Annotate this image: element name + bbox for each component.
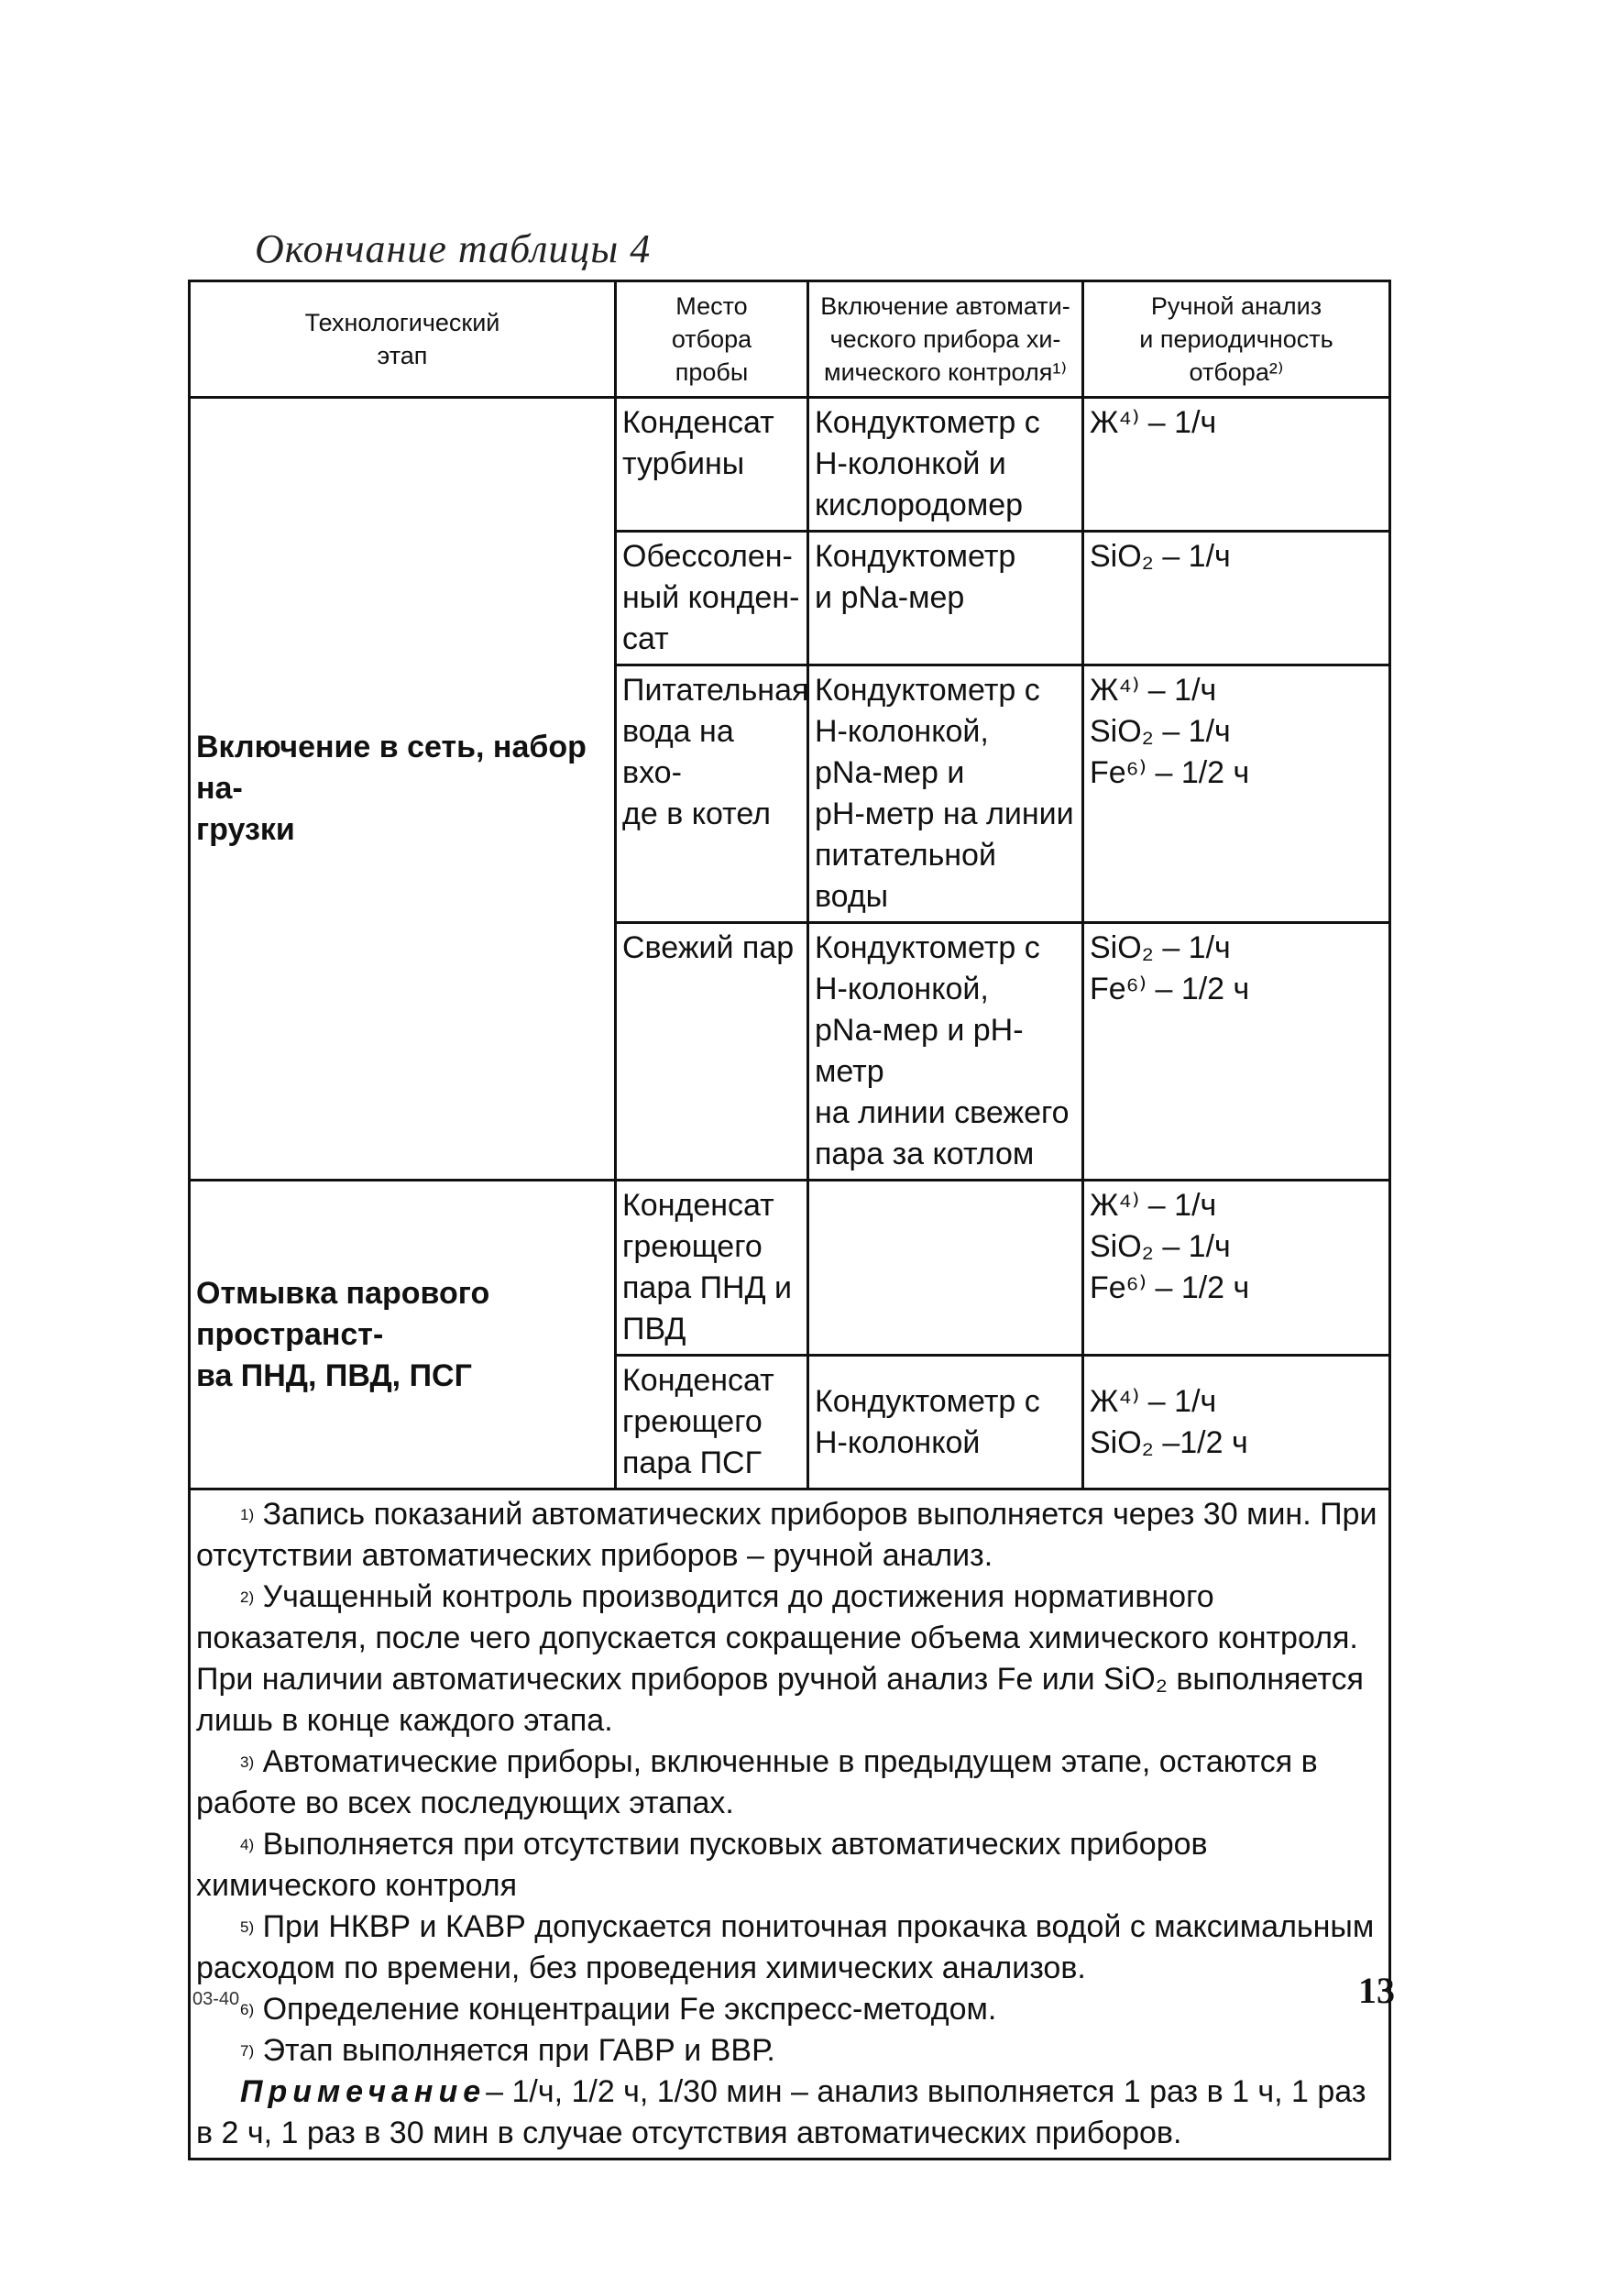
header-row	[190, 281, 1390, 398]
table-row	[190, 398, 1390, 532]
manual-cell: SiO₂ – 1/ч Fe⁶⁾ – 1/2 ч	[1083, 923, 1390, 1181]
footnotes	[190, 1489, 1390, 2160]
auto-cell: Кондуктометр с Н-колонкой, pNa-мер и pH-метр на линии свежего пара за котлом	[808, 923, 1083, 1181]
auto-cell: Кондуктометр с Н-колонкой	[808, 1356, 1083, 1489]
manual-cell: Ж⁴⁾ – 1/ч	[1083, 398, 1390, 532]
place-cell: Конденсат греющего пара ПНД и ПВД	[616, 1181, 808, 1356]
general-note	[196, 2072, 1383, 2154]
auto-cell: Кондуктометр с Н-колонкой, pNa-мер и pH-метр на линии питательной воды	[808, 665, 1083, 923]
footnote: $^{7)}$ Этап выполняется при ГАВР и ВВР.	[240, 2033, 775, 2068]
note-text: – 1/ч, 1/2 ч, 1/30 мин – анализ выполняется 1 раз в 1 ч, 1 раз в 2 ч, 1 раз в 30 мин в случае отсутствия автоматических приборов.	[196, 2074, 1366, 2150]
footnote: $^{6)}$ Определение концентрации Fe экспресс-методом.	[240, 1992, 997, 2027]
manual-cell: Ж⁴⁾ – 1/ч SiO₂ – 1/ч Fe⁶⁾ – 1/2 ч	[1083, 665, 1390, 923]
document-code: 03-40	[192, 1989, 240, 2009]
place-cell: Питательная вода на вхо- де в котел	[616, 665, 808, 923]
stage-cell: Отмывка парового пространст- ва ПНД, ПВД, ПСГ	[190, 1181, 616, 1489]
page-number: 13	[1358, 1970, 1395, 2011]
footnote: $^{1)}$ Запись показаний автоматических приборов выполняется через 30 мин. При отсутствии автоматических приборов – ручной анализ.	[196, 1497, 1377, 1573]
footnote: $^{4)}$ Выполняется при отсутствии пусковых автоматических приборов химического контроля	[196, 1827, 1208, 1903]
table-row	[190, 1181, 1390, 1356]
place-cell: Конденсат греющего пара ПСГ	[616, 1356, 808, 1489]
place-cell: Свежий пар	[616, 923, 808, 1181]
place-cell: Конденсат турбины	[616, 398, 808, 532]
place-cell: Обессолен- ный конден- сат	[616, 532, 808, 665]
auto-cell	[808, 1181, 1083, 1356]
auto-cell: Кондуктометр с Н-колонкой и кислородомер	[808, 398, 1083, 532]
notes-row	[190, 1489, 1390, 2160]
header-sampling-place: Место отбора пробы	[616, 281, 808, 398]
manual-cell: Ж⁴⁾ – 1/ч SiO₂ – 1/ч Fe⁶⁾ – 1/2 ч	[1083, 1181, 1390, 1356]
header-stage: Технологический этап	[190, 281, 616, 398]
auto-cell: Кондуктометр и pNa-мер	[808, 532, 1083, 665]
footnote: $^{5)}$ При НКВР и КАВР допускается пониточная прокачка водой с максимальным расходом по времени, без проведения химических анализов.	[196, 1909, 1375, 1985]
note-label: Примечание	[240, 2074, 487, 2109]
manual-cell: Ж⁴⁾ – 1/ч SiO₂ –1/2 ч	[1083, 1356, 1390, 1489]
footnote: $^{2)}$ Учащенный контроль производится до достижения нормативного показателя, после чего допускается сокращение объема химического контроля. При наличии автоматических приборов ручной анализ Fe или SiO₂ выполняется лишь в конце каждого этапа.	[196, 1579, 1364, 1738]
footnote: $^{3)}$ Автоматические приборы, включенные в предыдущем этапе, остаются в работе во всех последующих этапах.	[196, 1744, 1318, 1820]
manual-cell: SiO₂ – 1/ч	[1083, 532, 1390, 665]
header-auto-device: Включение автомати- ческого прибора хи- мического контроля¹⁾	[808, 281, 1083, 398]
stage-cell: Включение в сеть, набор на- грузки	[190, 398, 616, 1181]
header-manual-analysis: Ручной анализ и периодичность отбора²⁾	[1083, 281, 1390, 398]
chemical-control-table	[188, 280, 1391, 2160]
table-caption: Окончание таблицы 4	[255, 226, 652, 271]
